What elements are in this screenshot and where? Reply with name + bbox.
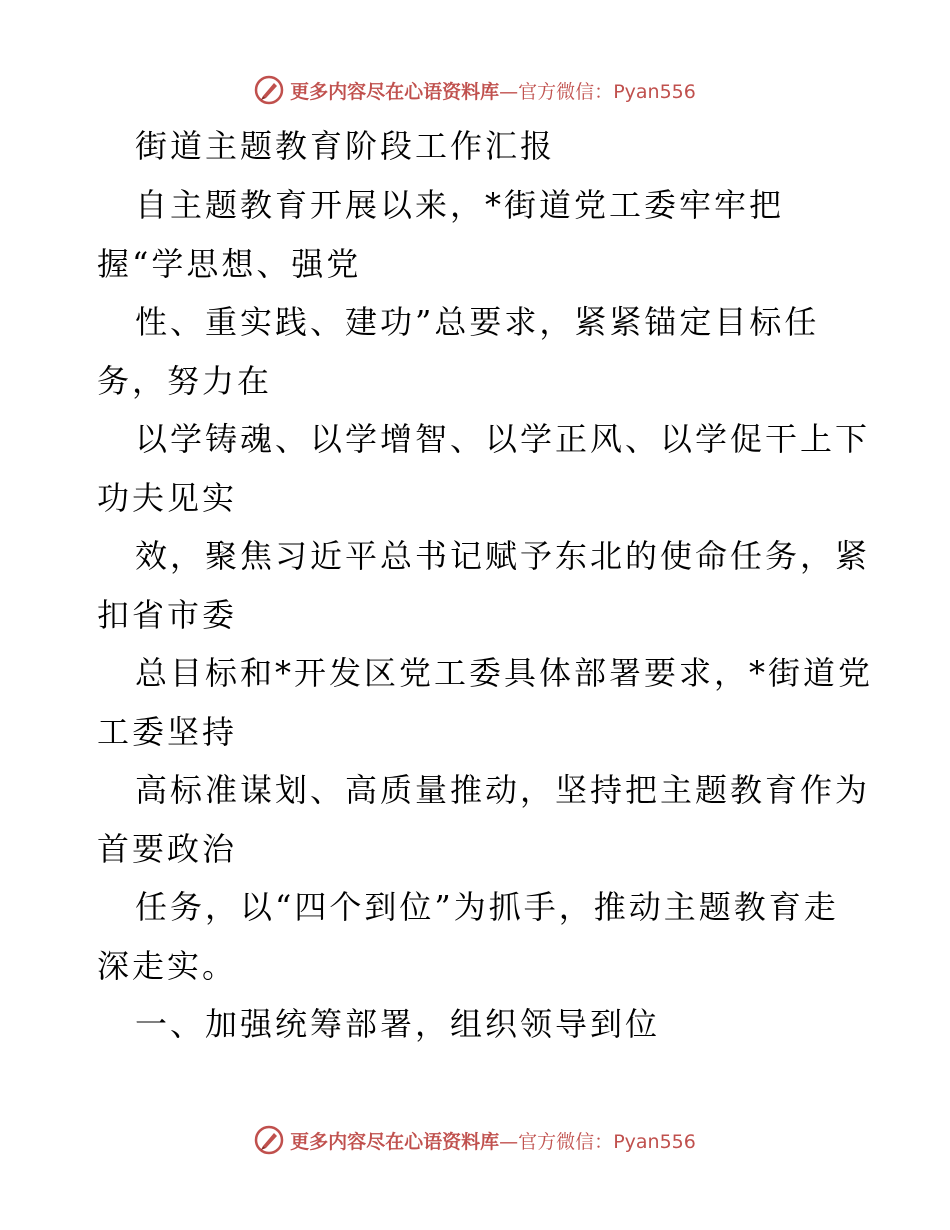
paragraph-line: 总目标和*开发区党工委具体部署要求，*街道党 bbox=[135, 654, 874, 692]
paragraph-line: 效，聚焦习近平总书记赋予东北的使命任务，紧 bbox=[135, 537, 871, 575]
watermark-text: 更多内容尽在心语资料库—官方微信：Pyan556 bbox=[290, 80, 696, 103]
paragraph-line: 性、重实践、建功”总要求，紧紧锚定目标任 bbox=[135, 303, 820, 341]
paragraph-line: 扣省市委 bbox=[97, 596, 238, 634]
document-title: 街道主题教育阶段工作汇报 bbox=[135, 127, 556, 165]
pen-logo-icon bbox=[254, 75, 284, 105]
paragraph-line: 首要政治 bbox=[97, 830, 238, 868]
section-heading: 一、加强统筹部署，组织领导到位 bbox=[135, 1005, 661, 1043]
paragraph-line: 高标准谋划、高质量推动，坚持把主题教育作为 bbox=[135, 771, 871, 809]
paragraph-line: 握“学思想、强党 bbox=[97, 245, 362, 283]
pen-logo-icon bbox=[254, 1125, 284, 1155]
watermark-header bbox=[0, 70, 950, 110]
paragraph-line: 自主题教育开展以来，*街道党工委牢牢把 bbox=[135, 186, 785, 224]
watermark-text: 更多内容尽在心语资料库—官方微信：Pyan556 bbox=[290, 1130, 696, 1153]
watermark-footer bbox=[0, 1120, 950, 1160]
paragraph-line: 务，努力在 bbox=[97, 362, 273, 400]
paragraph-line: 功夫见实 bbox=[97, 479, 238, 517]
paragraph-line: 任务，以“四个到位”为抓手，推动主题教育走 bbox=[135, 888, 839, 926]
paragraph-line: 深走实。 bbox=[97, 947, 238, 985]
paragraph-line: 以学铸魂、以学增智、以学正风、以学促干上下 bbox=[135, 420, 871, 458]
paragraph-line: 工委坚持 bbox=[97, 713, 238, 751]
